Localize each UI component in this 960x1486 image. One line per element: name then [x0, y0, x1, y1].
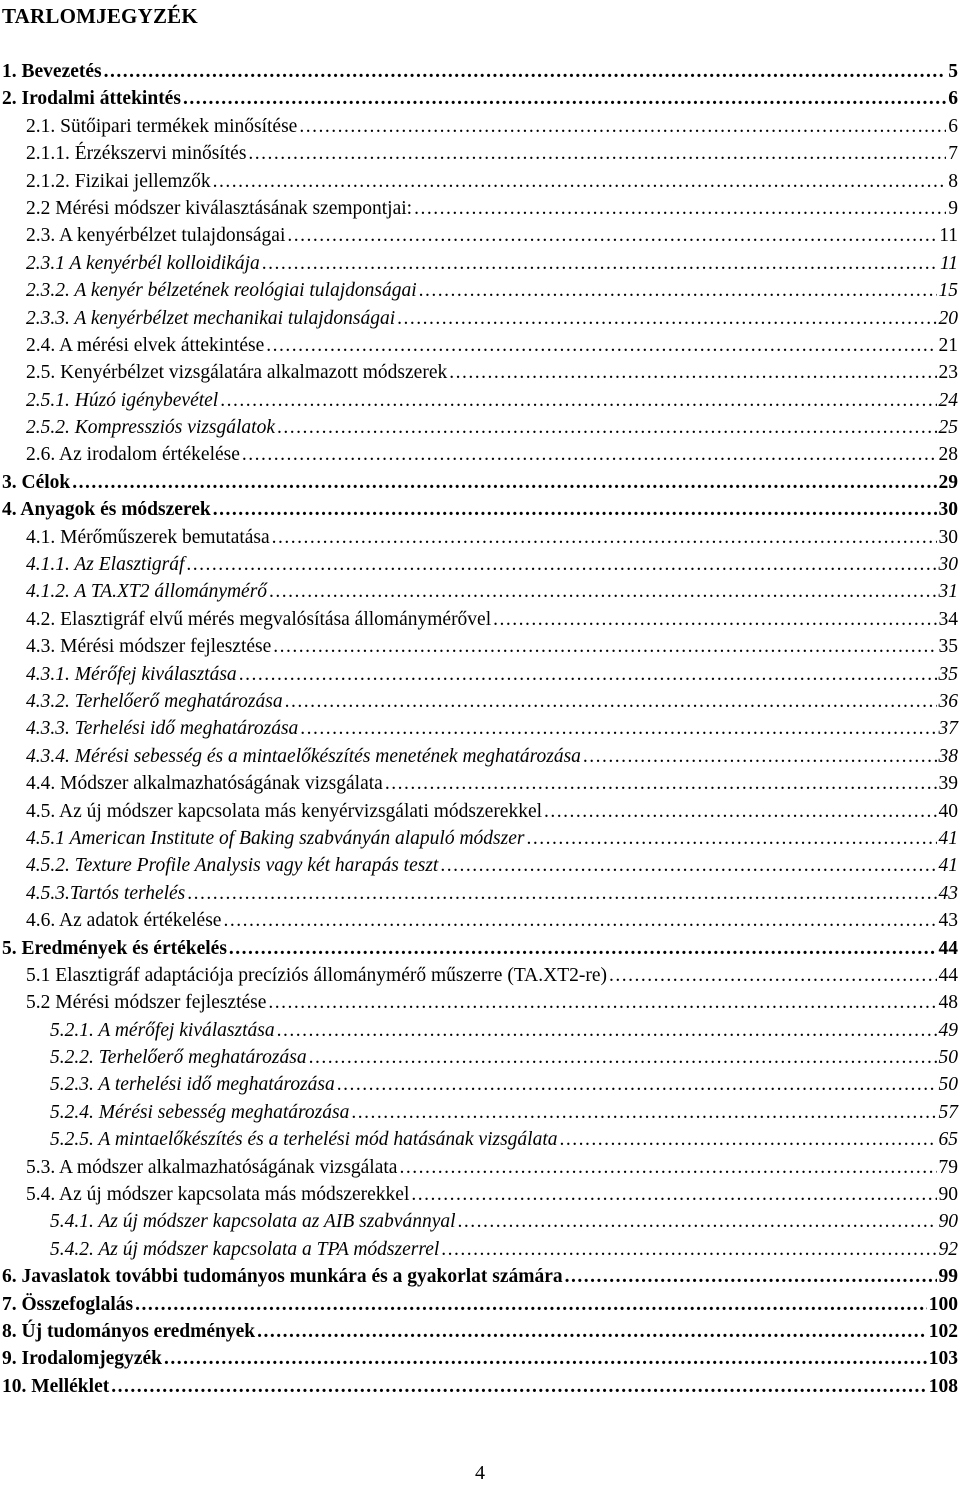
- dot-leader: [440, 852, 936, 879]
- dot-leader: [164, 1345, 927, 1372]
- toc-entry-label: 5.4.2. Az új módszer kapcsolata a TPA módszerrel: [50, 1238, 440, 1260]
- toc-entry-page: 24: [938, 389, 958, 411]
- toc-entry[interactable]: [0, 825, 958, 852]
- dot-leader: [223, 907, 936, 934]
- dot-leader: [277, 414, 937, 441]
- toc-entry-page: 44: [938, 937, 958, 959]
- toc-entry[interactable]: [0, 1208, 958, 1235]
- toc-entry[interactable]: [0, 852, 958, 879]
- dot-leader: [248, 140, 946, 167]
- toc-entry-label: 4.2. Elasztigráf elvű mérés megvalósítása állománymérővel: [26, 608, 492, 630]
- toc-entry[interactable]: [0, 907, 958, 934]
- toc-entry-label: 2.4. A mérési elvek áttekintése: [26, 334, 265, 356]
- toc-entry-page: 108: [928, 1375, 958, 1397]
- dot-leader: [268, 989, 936, 1016]
- toc-entry-label: 4.3.1. Mérőfej kiválasztása: [26, 663, 237, 685]
- dot-leader: [493, 606, 936, 633]
- toc-entry[interactable]: [0, 606, 958, 633]
- toc-entry-page: 37: [938, 718, 958, 740]
- toc-entry-label: 5.4.1. Az új módszer kapcsolata az AIB szabvánnyal: [50, 1211, 456, 1233]
- toc-entry-label: 2.1. Sütőipari termékek minősítése: [26, 115, 298, 137]
- toc-entry[interactable]: [0, 880, 958, 907]
- toc-entry[interactable]: [0, 195, 958, 222]
- toc-entry-label: 2.1.1. Érzékszervi minősítés: [26, 143, 247, 165]
- toc-entry-page: 9: [948, 197, 958, 219]
- toc-entry-label: 2.5. Kenyérbélzet vizsgálatára alkalmazott módszerek: [26, 362, 448, 384]
- toc-entry[interactable]: [0, 441, 958, 468]
- toc-entry-page: 8: [948, 170, 958, 192]
- toc-entry[interactable]: [0, 1181, 958, 1208]
- toc-entry[interactable]: [0, 496, 958, 523]
- dot-leader: [285, 688, 937, 715]
- dot-leader: [262, 250, 938, 277]
- toc-entry-page: 92: [938, 1238, 958, 1260]
- toc-entry[interactable]: [0, 1017, 958, 1044]
- toc-entry[interactable]: [0, 935, 958, 962]
- dot-leader: [269, 578, 936, 605]
- toc-entry-page: 102: [928, 1320, 958, 1342]
- toc-entry-page: 25: [938, 417, 958, 439]
- toc-entry[interactable]: [0, 277, 958, 304]
- toc-entry-label: 4.5. Az új módszer kapcsolata más kenyérvizsgálati módszerekkel: [26, 800, 543, 822]
- dot-leader: [277, 1017, 937, 1044]
- toc-entry[interactable]: [0, 633, 958, 660]
- toc-entry-page: 5: [948, 61, 958, 82]
- table-of-contents: [0, 58, 958, 1400]
- toc-entry-page: 30: [938, 499, 958, 521]
- toc-entry[interactable]: [0, 469, 958, 496]
- dot-leader: [299, 113, 946, 140]
- toc-entry-page: 30: [938, 554, 958, 576]
- toc-entry-label: 2.5.1. Húzó igénybevétel: [26, 389, 219, 411]
- toc-entry[interactable]: [0, 1291, 958, 1318]
- toc-entry[interactable]: [0, 1263, 958, 1290]
- toc-entry-label: 4.4. Módszer alkalmazhatóságának vizsgálata: [26, 773, 383, 795]
- toc-entry[interactable]: [0, 1126, 958, 1153]
- toc-entry-label: 4.3.2. Terhelőerő meghatározása: [26, 690, 283, 712]
- toc-entry[interactable]: [0, 85, 958, 112]
- dot-leader: [287, 222, 937, 249]
- toc-entry[interactable]: [0, 1044, 958, 1071]
- dot-leader: [111, 1373, 927, 1400]
- toc-entry-page: 90: [938, 1184, 958, 1206]
- dot-leader: [309, 1044, 937, 1071]
- toc-entry[interactable]: [0, 414, 958, 441]
- toc-entry-label: 5.2.2. Terhelőerő meghatározása: [50, 1047, 307, 1069]
- toc-entry-page: 31: [938, 581, 958, 603]
- dot-leader: [266, 332, 936, 359]
- toc-entry-label: 1. Bevezetés: [2, 61, 102, 82]
- page-title: TARLOMJEGYZÉK: [2, 4, 198, 28]
- dot-leader: [414, 195, 946, 222]
- toc-entry-page: 43: [938, 910, 958, 932]
- dot-leader: [397, 305, 936, 332]
- toc-entry-page: 30: [938, 526, 958, 548]
- toc-entry-label: 2.2 Mérési módszer kiválasztásának szempontjai:: [26, 197, 413, 219]
- toc-entry-page: 57: [938, 1101, 958, 1123]
- toc-entry-page: 7: [948, 143, 958, 165]
- dot-leader: [242, 441, 937, 468]
- toc-entry[interactable]: [0, 1099, 958, 1126]
- dot-leader: [213, 168, 947, 195]
- dot-leader: [213, 496, 937, 523]
- toc-entry-label: 5.2.4. Mérési sebesség meghatározása: [50, 1101, 350, 1123]
- toc-entry[interactable]: [0, 140, 958, 167]
- toc-entry-page: 99: [938, 1266, 958, 1288]
- toc-entry-label: 5.2.5. A mintaelőkészítés és a terhelési mód hatásának vizsgálata: [50, 1129, 558, 1151]
- dot-leader: [239, 661, 937, 688]
- toc-entry-page: 15: [938, 280, 958, 302]
- dot-leader: [441, 1236, 936, 1263]
- toc-entry-label: 6. Javaslatok további tudományos munkára és a gyakorlat számára: [2, 1266, 563, 1288]
- toc-entry-page: 11: [939, 225, 958, 247]
- toc-entry-label: 5.3. A módszer alkalmazhatóságának vizsgálata: [26, 1156, 398, 1178]
- toc-entry-page: 48: [938, 992, 958, 1014]
- toc-entry[interactable]: [0, 1373, 958, 1400]
- dot-leader: [419, 277, 937, 304]
- dot-leader: [351, 1099, 936, 1126]
- dot-leader: [449, 359, 936, 386]
- toc-entry-page: 11: [939, 252, 958, 274]
- dot-leader: [385, 770, 937, 797]
- toc-entry-page: 35: [938, 636, 958, 658]
- dot-leader: [526, 825, 936, 852]
- toc-entry-page: 50: [938, 1047, 958, 1069]
- toc-entry-label: 4.3.3. Terhelési idő meghatározása: [26, 718, 299, 740]
- toc-entry[interactable]: [0, 578, 958, 605]
- toc-entry-label: 4.5.1 American Institute of Baking szabványán alapuló módszer: [26, 827, 525, 849]
- toc-entry-label: 9. Irodalomjegyzék: [2, 1348, 162, 1370]
- dot-leader: [187, 880, 936, 907]
- dot-leader: [72, 469, 936, 496]
- dot-leader: [183, 85, 946, 112]
- toc-entry-page: 38: [938, 745, 958, 767]
- toc-entry[interactable]: [0, 222, 958, 249]
- dot-leader: [229, 935, 937, 962]
- toc-entry-page: 49: [938, 1019, 958, 1041]
- dot-leader: [544, 798, 936, 825]
- toc-entry-label: 8. Új tudományos eredmények: [2, 1320, 256, 1342]
- toc-entry[interactable]: [0, 798, 958, 825]
- toc-entry-page: 21: [938, 334, 958, 356]
- toc-entry-label: 2.6. Az irodalom értékelése: [26, 444, 240, 466]
- toc-entry-page: 6: [948, 115, 958, 137]
- toc-entry[interactable]: [0, 58, 958, 85]
- toc-entry-page: 20: [938, 307, 958, 329]
- toc-entry-label: 5.4. Az új módszer kapcsolata más módszerekkel: [26, 1184, 410, 1206]
- toc-entry-page: 41: [938, 855, 958, 877]
- toc-entry[interactable]: [0, 770, 958, 797]
- toc-entry[interactable]: [0, 962, 958, 989]
- dot-leader: [300, 715, 936, 742]
- toc-entry-label: 5.2.3. A terhelési idő meghatározása: [50, 1074, 335, 1096]
- dot-leader: [272, 524, 937, 551]
- dot-leader: [104, 58, 947, 85]
- toc-entry-label: 4.1.1. Az Elasztigráf: [26, 554, 185, 576]
- toc-entry-label: 4. Anyagok és módszerek: [2, 499, 211, 521]
- dot-leader: [458, 1208, 937, 1235]
- toc-entry[interactable]: [0, 1318, 958, 1345]
- toc-entry[interactable]: [0, 1236, 958, 1263]
- toc-entry-page: 28: [938, 444, 958, 466]
- toc-entry[interactable]: [0, 332, 958, 359]
- toc-entry[interactable]: [0, 688, 958, 715]
- toc-entry-label: 2.3.2. A kenyér bélzetének reológiai tulajdonságai: [26, 280, 417, 302]
- dot-leader: [135, 1291, 927, 1318]
- toc-entry[interactable]: [0, 715, 958, 742]
- toc-entry-page: 40: [938, 800, 958, 822]
- toc-entry-page: 103: [928, 1348, 958, 1370]
- toc-entry-label: 4.3.4. Mérési sebesség és a mintaelőkészítés menetének meghatározása: [26, 745, 581, 767]
- toc-entry-page: 100: [928, 1293, 958, 1315]
- toc-entry-label: 5.2 Mérési módszer fejlesztése: [26, 992, 267, 1014]
- dot-leader: [609, 962, 936, 989]
- toc-entry[interactable]: [0, 743, 958, 770]
- toc-entry-label: 2.3.3. A kenyérbélzet mechanikai tulajdonságai: [26, 307, 396, 329]
- toc-entry-page: 36: [938, 690, 958, 712]
- toc-entry-label: 4.1.2. A TA.XT2 állománymérő: [26, 581, 268, 603]
- toc-entry[interactable]: [0, 250, 958, 277]
- toc-entry-page: 79: [938, 1156, 958, 1178]
- toc-entry-page: 44: [938, 964, 958, 986]
- toc-entry-label: 4.6. Az adatok értékelése: [26, 910, 222, 932]
- toc-entry-label: 2.5.2. Kompressziós vizsgálatok: [26, 417, 275, 439]
- toc-entry[interactable]: [0, 113, 958, 140]
- page-number: 4: [475, 1462, 485, 1484]
- toc-entry-page: 23: [938, 362, 958, 384]
- dot-leader: [583, 743, 937, 770]
- toc-entry-page: 6: [948, 88, 958, 110]
- toc-entry-label: 3. Célok: [2, 471, 71, 493]
- toc-entry-page: 65: [938, 1129, 958, 1151]
- toc-entry-page: 35: [938, 663, 958, 685]
- toc-entry[interactable]: [0, 551, 958, 578]
- toc-entry-label: 5.1 Elasztigráf adaptációja precíziós állománymérő műszerre (TA.XT2-re): [26, 964, 608, 986]
- toc-entry[interactable]: [0, 989, 958, 1016]
- toc-entry-label: 2. Irodalmi áttekintés: [2, 88, 181, 110]
- toc-entry-label: 5.2.1. A mérőfej kiválasztása: [50, 1019, 275, 1041]
- toc-entry-label: 2.3.1 A kenyérbél kolloidikája: [26, 252, 260, 274]
- toc-entry[interactable]: [0, 661, 958, 688]
- toc-entry[interactable]: [0, 359, 958, 386]
- dot-leader: [257, 1318, 927, 1345]
- dot-leader: [337, 1071, 937, 1098]
- dot-leader: [411, 1181, 936, 1208]
- toc-entry-page: 39: [938, 773, 958, 795]
- toc-entry-page: 50: [938, 1074, 958, 1096]
- toc-entry[interactable]: [0, 305, 958, 332]
- toc-entry-label: 4.5.2. Texture Profile Analysis vagy két harapás teszt: [26, 855, 439, 877]
- dot-leader: [399, 1154, 936, 1181]
- toc-entry-label: 4.5.3.Tartós terhelés: [26, 882, 186, 904]
- toc-entry-label: 10. Melléklet: [2, 1375, 110, 1397]
- toc-entry[interactable]: [0, 387, 958, 414]
- toc-entry-label: 2.1.2. Fizikai jellemzők: [26, 170, 211, 192]
- toc-entry[interactable]: [0, 1345, 958, 1372]
- toc-entry-label: 4.3. Mérési módszer fejlesztése: [26, 636, 272, 658]
- dot-leader: [220, 387, 936, 414]
- toc-entry-page: 29: [938, 471, 958, 493]
- toc-entry[interactable]: [0, 1071, 958, 1098]
- toc-entry[interactable]: [0, 1154, 958, 1181]
- toc-entry[interactable]: [0, 524, 958, 551]
- toc-entry-label: 5. Eredmények és értékelés: [2, 937, 227, 959]
- toc-entry-label: 2.3. A kenyérbélzet tulajdonságai: [26, 225, 286, 247]
- toc-entry-page: 41: [938, 827, 958, 849]
- toc-entry-page: 34: [938, 608, 958, 630]
- dot-leader: [186, 551, 936, 578]
- toc-entry[interactable]: [0, 168, 958, 195]
- toc-entry-page: 43: [938, 882, 958, 904]
- dot-leader: [273, 633, 936, 660]
- dot-leader: [560, 1126, 937, 1153]
- toc-entry-label: 4.1. Mérőműszerek bemutatása: [26, 526, 270, 548]
- toc-entry-label: 7. Összefoglalás: [2, 1293, 134, 1315]
- toc-entry-page: 90: [938, 1211, 958, 1233]
- dot-leader: [565, 1263, 937, 1290]
